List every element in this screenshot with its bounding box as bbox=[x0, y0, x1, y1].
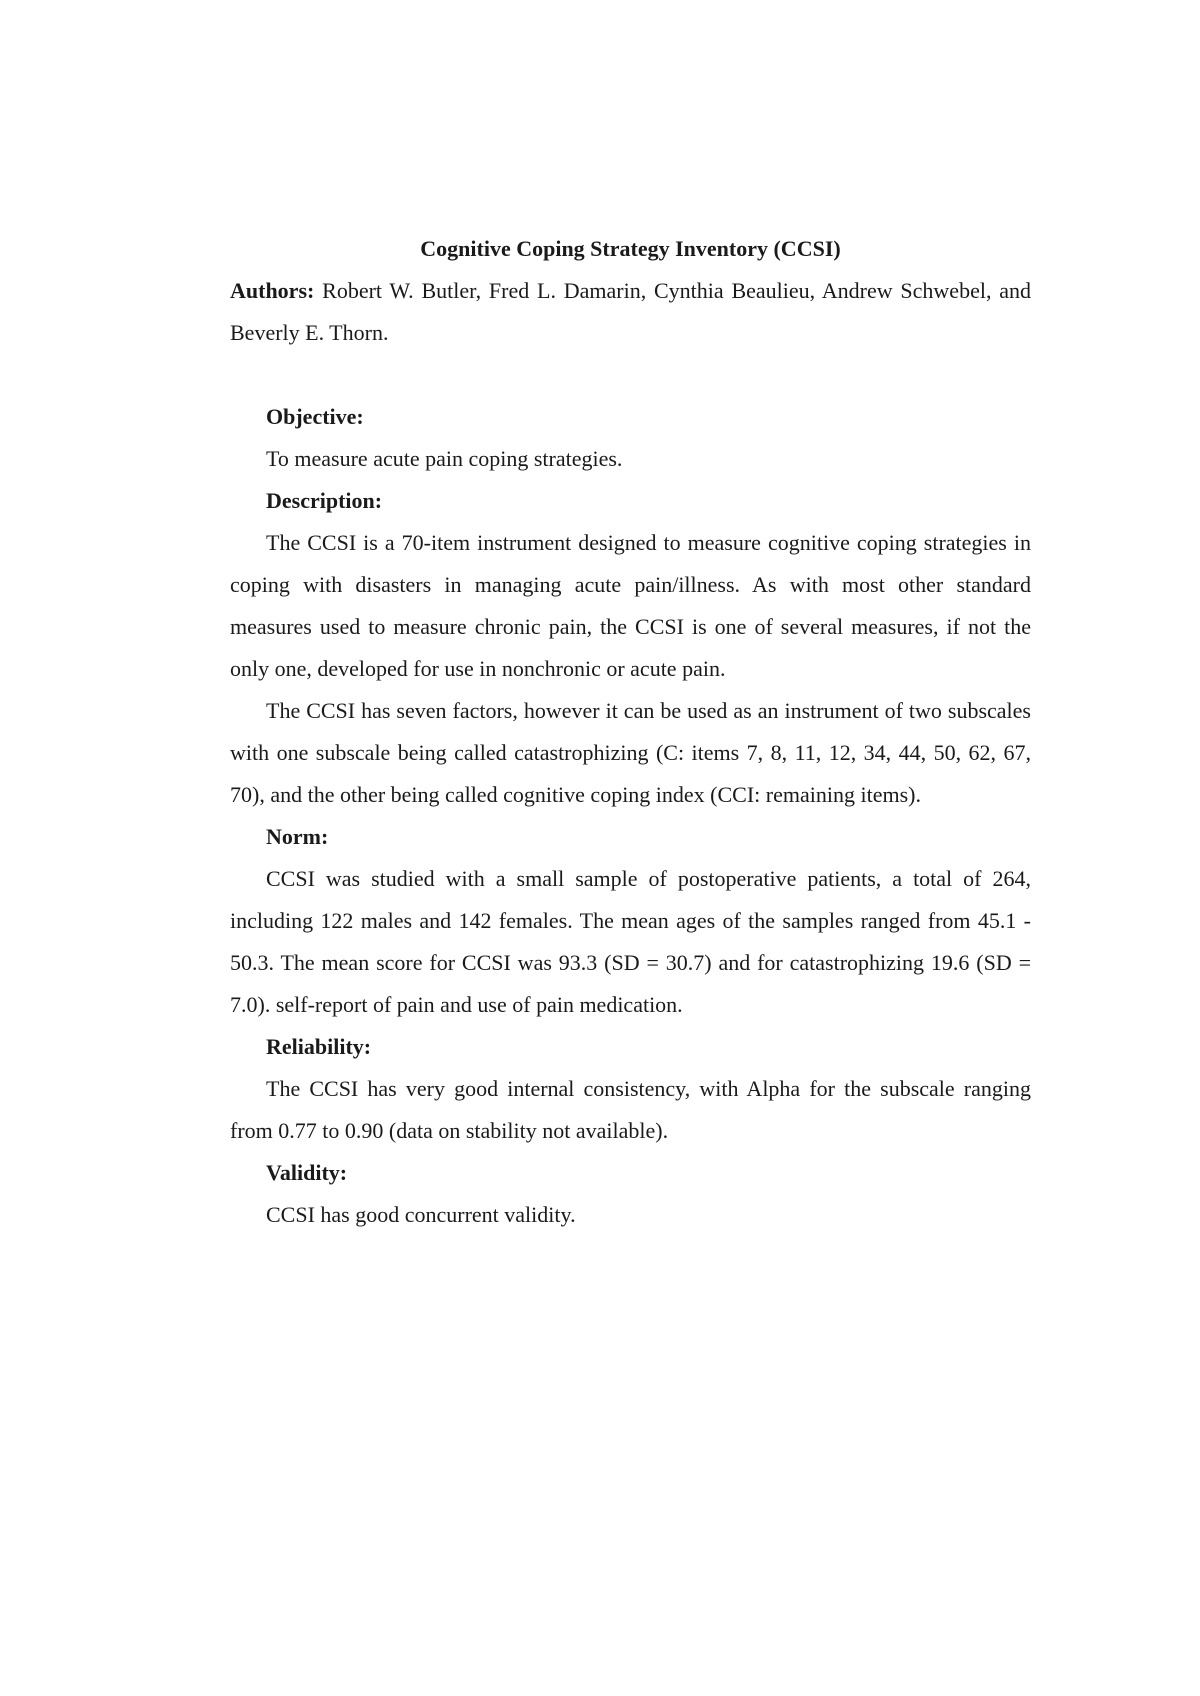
validity-heading: Validity: bbox=[266, 1160, 348, 1185]
norm-heading: Norm: bbox=[266, 824, 329, 849]
reliability-text: The CCSI has very good internal consistency, with Alpha for the subscale ranging from 0.77 to 0.90 (data on stability not available). bbox=[230, 1076, 1031, 1143]
authors-names: Robert W. Butler, Fred L. Damarin, Cynthia Beaulieu, Andrew Schwebel, and Beverly E. Thorn. bbox=[230, 278, 1032, 345]
description-paragraph-2: The CCSI has seven factors, however it can be used as an instrument of two subscales with one subscale being called catastrophizing (C: items 7, 8, 11, 12, 34, 44, 50, 62, 67, 70), and the other being called cognitive coping index (CCI: remaining items). bbox=[230, 698, 1031, 807]
validity-text: CCSI has good concurrent validity. bbox=[266, 1202, 576, 1227]
authors-label: Authors: bbox=[230, 278, 315, 303]
description-paragraph-1: The CCSI is a 70-item instrument designed to measure cognitive coping strategies in coping with disasters in managing acute pain/illness. As with most other standard measures used to measure chronic pain, the CCSI is one of several measures, if not the only one, developed for use in nonchronic or acute pain. bbox=[230, 530, 1031, 681]
document-title: Cognitive Coping Strategy Inventory (CCSI) bbox=[420, 236, 841, 261]
objective-text: To measure acute pain coping strategies. bbox=[266, 446, 623, 471]
objective-heading: Objective: bbox=[266, 404, 364, 429]
authors-line bbox=[230, 270, 1031, 354]
description-heading: Description: bbox=[266, 488, 383, 513]
reliability-heading: Reliability: bbox=[266, 1034, 372, 1059]
norm-text: CCSI was studied with a small sample of postoperative patients, a total of 264, including 122 males and 142 females. The mean ages of the samples ranged from 45.1 - 50.3. The mean score for CCSI was 93.3 (SD = 30.7) and for catastrophizing 19.6 (SD = 7.0). self-report of pain and use of pain medication. bbox=[230, 866, 1031, 1017]
document-page bbox=[230, 228, 1031, 1236]
